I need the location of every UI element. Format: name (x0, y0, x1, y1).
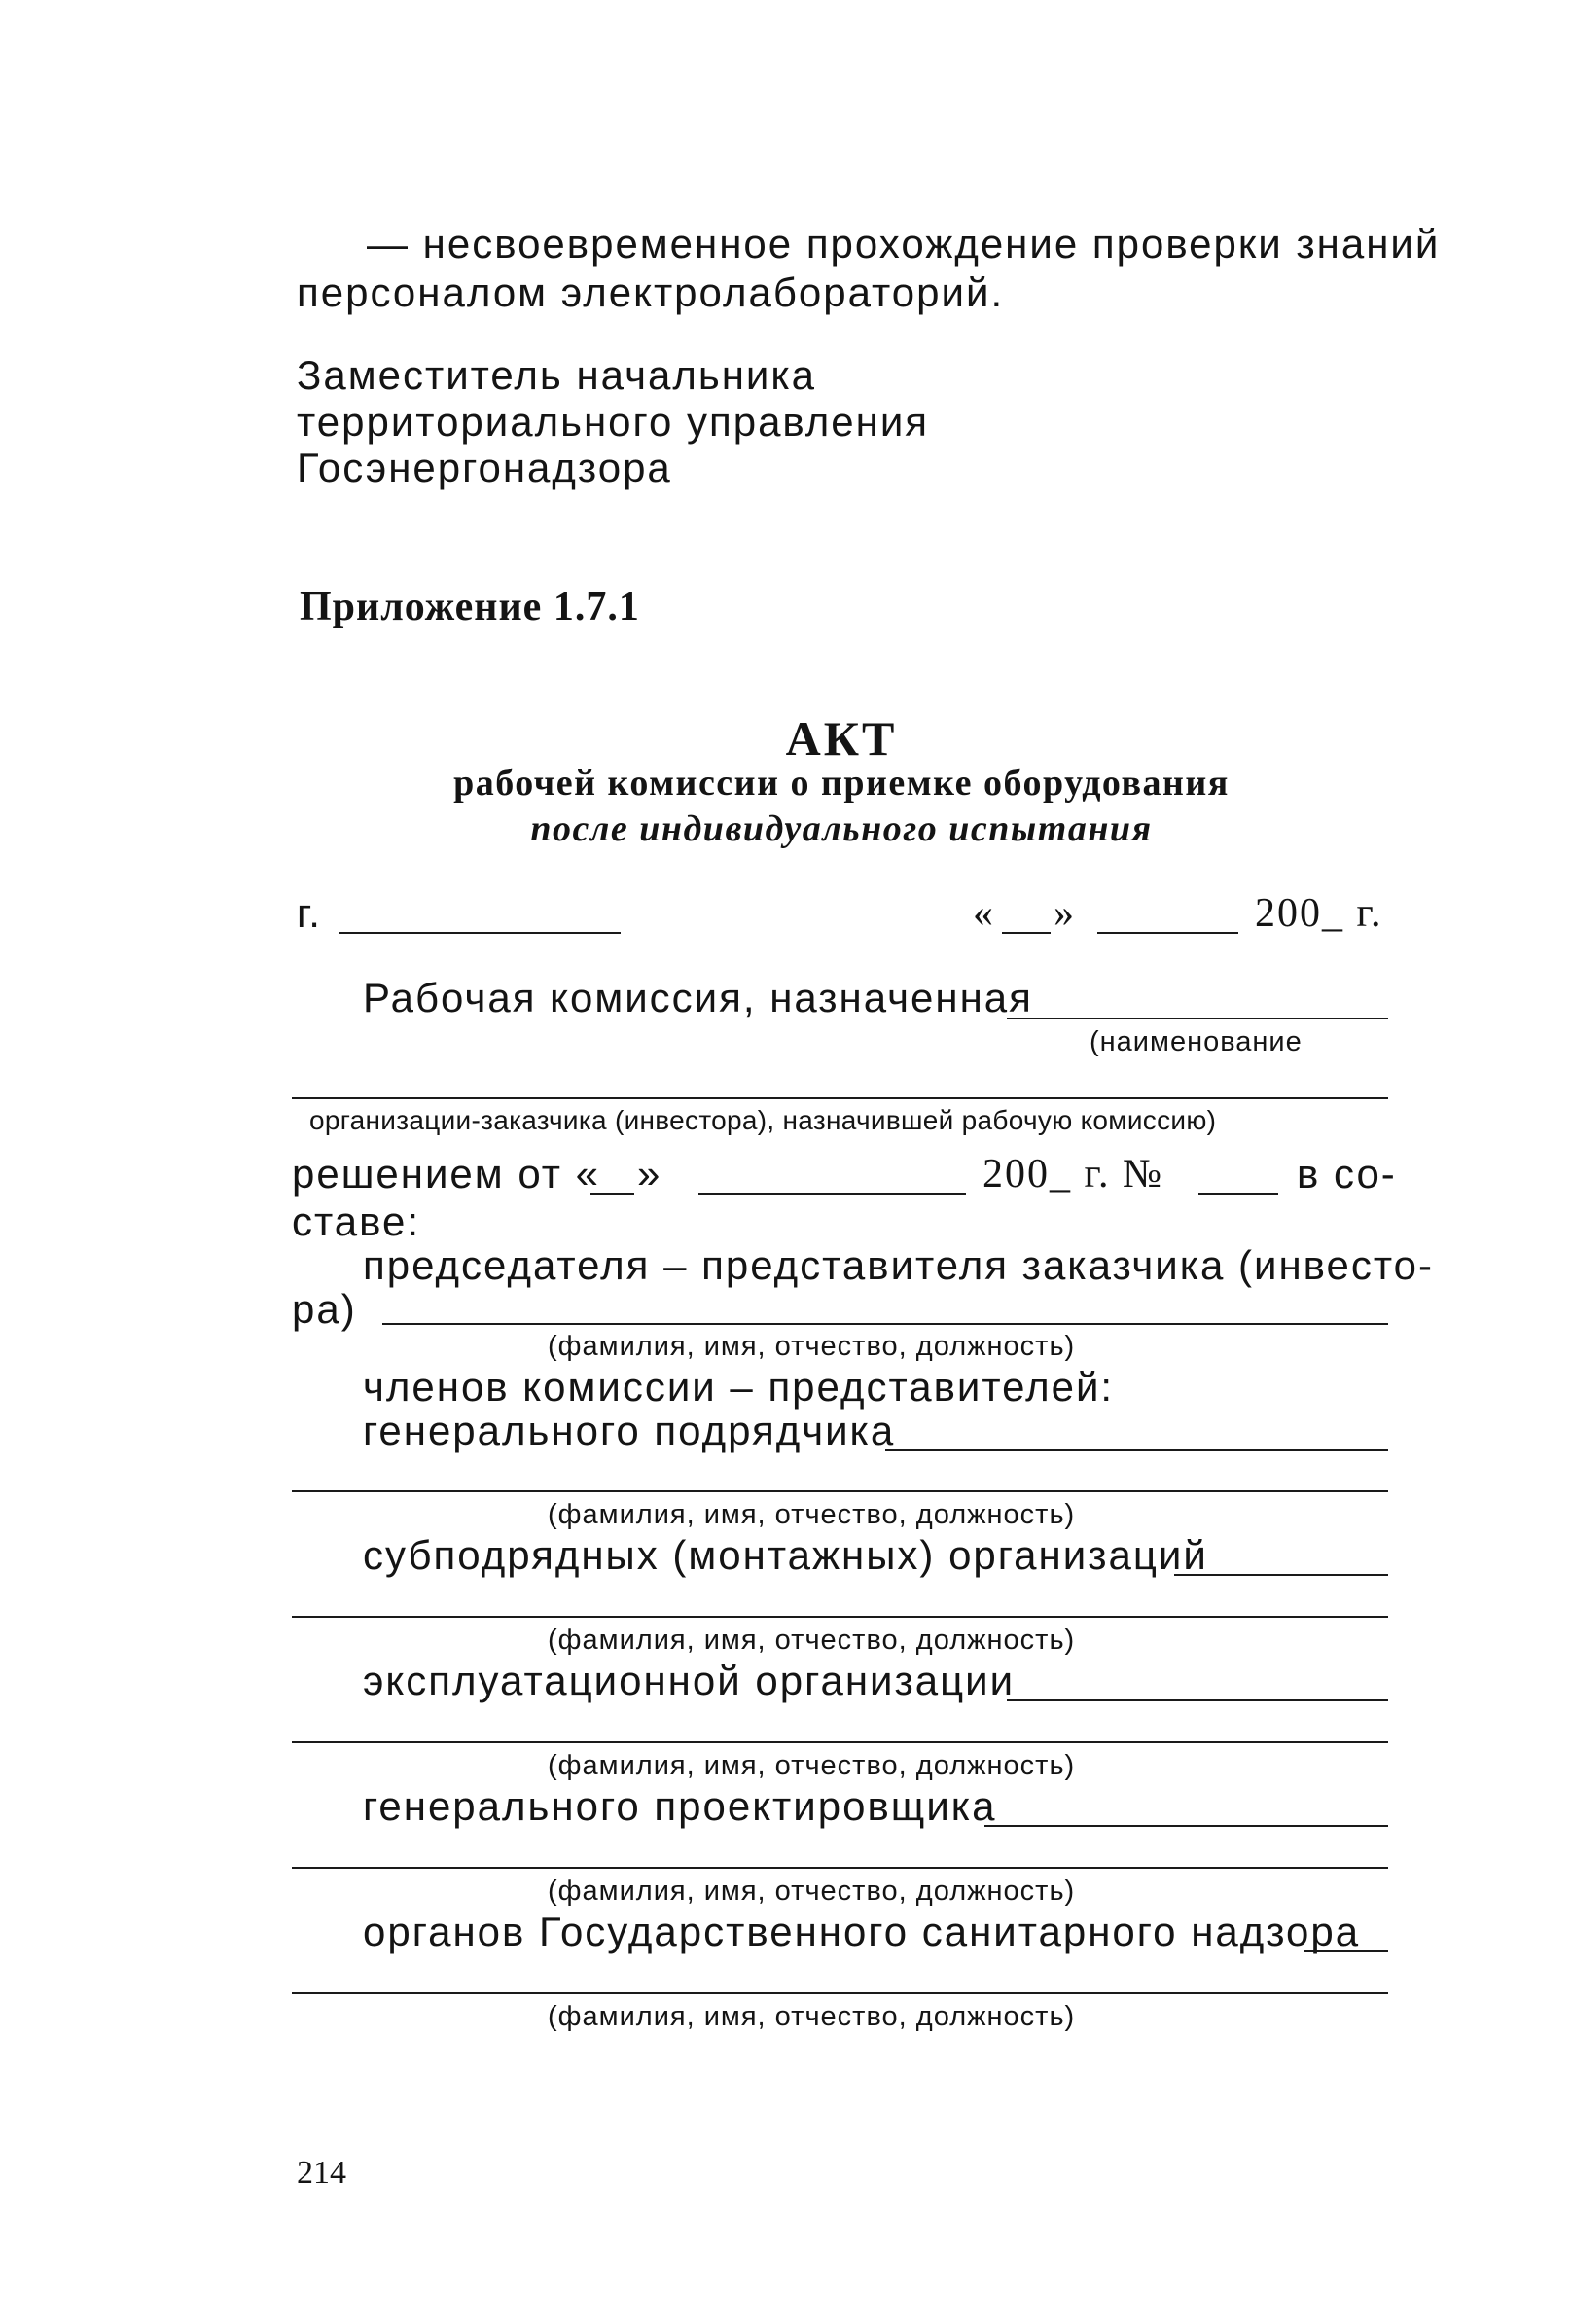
decision-month-field-line (698, 1193, 966, 1195)
signature-line-3: Госэнергонадзора (297, 445, 672, 490)
act-subtitle-1: рабочей комиссии о приемке оборудования (453, 763, 1230, 804)
general-designer-field-line (984, 1825, 1388, 1827)
decision-day-field-line (590, 1193, 634, 1195)
signature-line-1: Заместитель начальника (297, 352, 817, 398)
date-close-quote: » (1054, 891, 1076, 936)
intro-line-2: персоналом электролабораторий. (297, 269, 1005, 315)
date-open-quote: « (973, 891, 995, 936)
subcontractors-field-line-2 (292, 1616, 1388, 1618)
caption-org: организации-заказчика (инвестора), назначившей рабочую комиссию) (309, 1105, 1217, 1135)
chairman-line-2: ра) (292, 1286, 357, 1332)
caption-subcontractors: (фамилия, имя, отчество, должность) (548, 1625, 1076, 1656)
sanitary-supervision-label: органов Государственного санитарного надзора (363, 1909, 1361, 1954)
chairman-line-1: председателя – представителя заказчика (инвесто- (363, 1242, 1434, 1288)
page-number: 214 (297, 2155, 346, 2191)
subcontractors-field-line (1174, 1574, 1388, 1576)
caption-chairman: (фамилия, имя, отчество, должность) (548, 1331, 1076, 1362)
general-contractor-label: генерального подрядчика (363, 1408, 896, 1453)
operating-org-field-line (1007, 1699, 1388, 1701)
commission-label: Рабочая комиссия, назначенная (363, 975, 1033, 1020)
operating-org-field-line-2 (292, 1741, 1388, 1743)
subcontractors-label: субподрядных (монтажных) организаций (363, 1532, 1208, 1578)
caption-sanitary-supervision: (фамилия, имя, отчество, должность) (548, 2001, 1076, 2032)
commission-field-line (1007, 1018, 1388, 1019)
sanitary-supervision-field-line-2 (292, 1992, 1388, 1994)
members-label: членов комиссии – представителей: (363, 1364, 1115, 1410)
caption-operating-org: (фамилия, имя, отчество, должность) (548, 1750, 1076, 1781)
general-designer-label: генерального проектировщика (363, 1783, 997, 1829)
date-month-field-line (1097, 932, 1238, 934)
composition-cont: ставе: (292, 1198, 420, 1244)
general-contractor-field-line (885, 1449, 1388, 1451)
sanitary-supervision-field-line (1304, 1950, 1388, 1952)
act-title: АКТ (785, 711, 898, 766)
org-field-line (292, 1097, 1388, 1099)
decision-prefix: решением от « (292, 1151, 601, 1197)
caption-naming: (наименование (1090, 1026, 1303, 1057)
caption-general-contractor: (фамилия, имя, отчество, должность) (548, 1499, 1076, 1530)
general-contractor-field-line-2 (292, 1490, 1388, 1492)
chairman-field-line (382, 1323, 1388, 1325)
date-day-field-line (1002, 932, 1051, 934)
act-subtitle-2: после индивидуального испытания (530, 808, 1153, 849)
caption-general-designer: (фамилия, имя, отчество, должность) (548, 1876, 1076, 1907)
decision-quote-close: » (637, 1151, 662, 1197)
signature-line-2: территориального управления (297, 399, 930, 445)
general-designer-field-line-2 (292, 1867, 1388, 1869)
date-year: 200_ г. (1255, 891, 1383, 936)
decision-year: 200_ г. № (982, 1152, 1164, 1197)
decision-number-field-line (1198, 1193, 1278, 1195)
city-field-line (339, 932, 621, 934)
city-prefix: г. (297, 890, 322, 936)
appendix-heading: Приложение 1.7.1 (300, 585, 640, 629)
intro-line-1: — несвоевременное прохождение проверки знаний (367, 221, 1441, 267)
decision-suffix: в со- (1297, 1151, 1397, 1197)
operating-org-label: эксплуатационной организации (363, 1658, 1016, 1703)
